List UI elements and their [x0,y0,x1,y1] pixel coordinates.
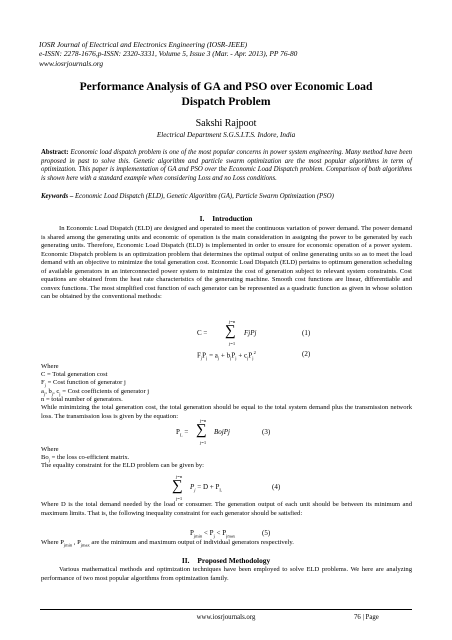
footer-rule [40,609,412,610]
paper-title [40,80,412,109]
paper-page: IOSR Journal of Electrical and Electronics Engineering (IOSR-JEEE) e-ISSN: 2278-1676,p-ISSN: 2320-3331, Volume 5, Issue 3 (Mar. - Apr. 2013), PP 76-80 www.iosrjournals.org Performance Analysis of GA and PSO over Economic Load Dispatch Problem Sakshi Rajpoot Electrical Department S.G.S.I.T.S. Indore, India Abstract: Economic load dispatch problem is one of the most popular concerns in power system engineering. Many method have been proposed in past to solve this. Genetic algorithm and particle swarm optimization are the most popular algorithms in term of optimization. This paper is implementation of GA and PSO over the Economic Load Dispatch problem. Comparison of both algorithms is shown here with a standard example when considering Loss and no Loss conditions. Keywords – Economic Load Dispatch (ELD), Genetic Algorithm (GA), Particle Swarm Optimization (PSO) I. Introduction In Economic Load Dispatch (ELD) are designed and operated to meet the continuous variation of power demand. The power demand is shared among the generating units and economic of operation is the main consideration in assigning the power to be generated by each generating units. Therefore, Economic Load Dispatch (ELD) is implemented in order to ensure for economic operation of a power system. Economic Dispatch problem is an optimization problem that determines the optimal output of online generating units so as to meet the load demand with an objective to minimize the total generation cost. Economic Load Dispatch (ELD) pertains to optimum generation scheduling of available generators in an interconnected power system to minimize the cost of generation subject to relevant system constraints. Cost equations are obtained from the heat rate characteristics of the generating machine. Smooth cost functions are linear, differentiable and convex functions. The most simplified cost function of each generator can be represented as a quadratic function as given in whose solution can be obtained by the conventional methods: C = j=n ∑ j=1 FjPj (1) $F_jP_j = a_j + b_jP_j + c_jP_j^2$ (2) Where C = Total generation cost $F_j$ = Cost function of generator j $a_j$, $b_j$, $c_j$ = Cost coefficients of generator j n = total number of generators. While minimizing the total generation cost, the total generation should be equal to the total system demand plus the transmission network loss. The transmission loss is given by the equation: $P_L$ = j=n ∑ j=1 BojPj (3) Where $Bo_j$ = the loss co-efficient matrix. The equality constraint for the ELD problem can be given by: j=n ∑ j=1 $P_j = D + P_L$ (4) Where D is the total demand needed by the load or consumer. The generation output of each unit should be between its minimum and maximum limits. That is, the following inequality constraint for each generator should be satisfied: $P_{jmin} < P_j < P_{jmax}$ (5) Where $P_{jmin}$ , $P_{jmax}$ are the minimum and maximum output of individual generators respectively. II. Proposed Methodology Various mathematical methods and optimization techniques have been employed to solve ELD problems. We here are analyzing performance of two most popular algorithms from optimization family. www.iosrjournals.org 76 | Page [0,0,452,640]
author-name: Sakshi Rajpoot [195,118,257,129]
summation-symbol: ∑ [196,422,207,438]
paragraph-transmission-loss: While minimizing the total generation cost, the total generation should be equal to the total system demand plus the transmission network loss. The transmission loss is given by the equation: [41,404,412,420]
keywords-label: Keywords – [41,193,74,200]
paragraph-limits: Where $P_{jmin}$ , $P_{jmax}$ are the minimum and maximum output of individual generators respectively. [41,539,294,548]
author-affiliation: Electrical Department S.G.S.I.T.S. Indore, India [156,131,296,139]
keywords [41,193,412,202]
title-line-2: Dispatch Problem [181,94,271,108]
summation-symbol: ∑ [172,478,183,494]
journal-url: www.iosrjournals.org [39,58,104,68]
footer-url: www.iosrjournals.org [196,614,256,621]
journal-name: IOSR Journal of Electrical and Electronics Engineering (IOSR-JEEE) [39,40,248,49]
summation-symbol: ∑ [225,323,236,339]
abstract [41,149,412,183]
section-heading-methodology: II. Proposed Methodology [181,556,271,565]
journal-issn: e-ISSN: 2278-1676,p-ISSN: 2320-3331, Volume 5, Issue 3 (Mar. - Apr. 2013), PP 76-80 [39,49,298,59]
abstract-label: Abstract: [41,149,69,156]
abstract-text: Economic load dispatch problem is one of the most popular concerns in power system engineering. Many method have been proposed in past to solve this. Genetic algorithm and particle swarm optimization are the most popular algorithms in term of optimization. This paper is implementation of GA and PSO over the Economic Load Dispatch problem. Comparison of both algorithms is shown here with a standard example when considering Loss and no Loss conditions. [41,149,412,182]
footer-page-number: 76 | Page [354,614,379,621]
section-heading-introduction: I. Introduction [199,214,253,223]
title-line-1: Performance Analysis of GA and PSO over Economic Load [79,80,373,93]
keywords-text: Economic Load Dispatch (ELD), Genetic Algorithm (GA), Particle Swarm Optimization (PSO) [73,193,334,200]
intro-paragraph: In Economic Load Dispatch (ELD) are designed and operated to meet the continuous variation of power demand. The power demand is shared among the generating units and economic of operation is the main consideration in assigning the power to be generated by each generating units. Therefore, Economic Load Dispatch (ELD) is implemented in order to ensure for economic operation of a power system. Economic Dispatch problem is an optimization problem that determines the optimal output of online generating units so as to meet the load demand with an objective to minimize the total generation cost. Economic Load Dispatch (ELD) pertains to optimum generation scheduling of available generators in an interconnected power system to minimize the cost of generation subject to relevant system constraints. Cost equations are obtained from the heat rate characteristics of the generating machine. Smooth cost functions are linear, differentiable and convex functions. The most simplified cost function of each generator can be represented as a quadratic function as given in whose solution can be obtained by the conventional methods: [41,225,412,301]
paragraph-demand: Where D is the total demand needed by the load or consumer. The generation output of each unit should be between its minimum and maximum limits. That is, the following inequality constraint for each generator should be satisfied: [41,501,412,517]
methodology-paragraph: Various mathematical methods and optimization techniques have been employed to solve ELD problems. We here are analyzing performance of two most popular algorithms from optimization family. [41,566,412,582]
journal-header [39,40,419,68]
